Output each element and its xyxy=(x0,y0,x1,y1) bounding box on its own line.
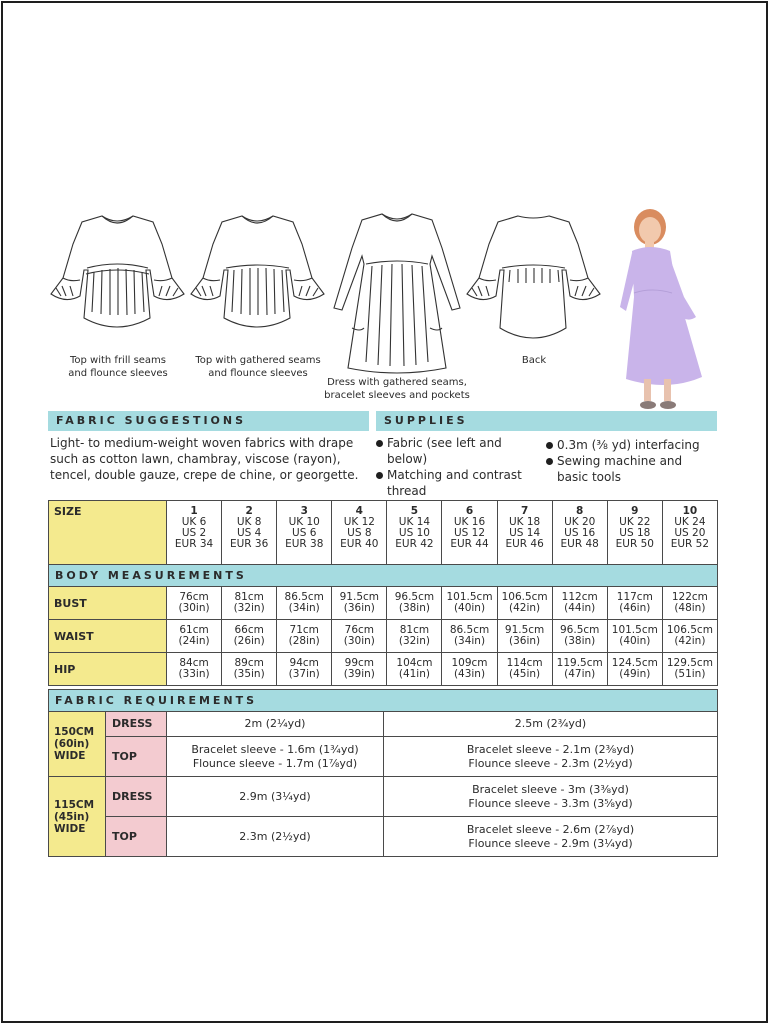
size-column-2: 2 UK 8 US 4 EUR 36 xyxy=(222,501,277,565)
garment-back xyxy=(466,208,601,366)
fabric-amount-cell: Bracelet sleeve - 1.6m (1¾yd) Flounce sleeve - 1.7m (1⅞yd) xyxy=(167,737,384,777)
size-column-8: 8 UK 20 US 16 EUR 48 xyxy=(552,501,607,565)
measurement-cell: 76cm (30in) xyxy=(167,587,222,620)
measurement-cell: 109cm (43in) xyxy=(442,653,497,686)
fabric-amount-cell: Bracelet sleeve - 2.6m (2⅞yd) Flounce sleeve - 2.9m (3¼yd) xyxy=(384,817,718,857)
fabric-amount-cell: Bracelet sleeve - 3m (3⅜yd) Flounce sleeve - 3.3m (3⅝yd) xyxy=(384,777,718,817)
measurement-cell: 61cm (24in) xyxy=(167,620,222,653)
supplies-list-right xyxy=(546,437,716,485)
measurement-cell: 114cm (45in) xyxy=(497,653,552,686)
measurement-cell: 101.5cm (40in) xyxy=(607,620,662,653)
measurement-cell: 104cm (41in) xyxy=(387,653,442,686)
caption-dress: Dress with gathered seams, bracelet sleeves and pockets xyxy=(324,377,470,401)
fabric-amount-cell: 2m (2¼yd) xyxy=(167,712,384,737)
measurement-cell: 86.5cm (34in) xyxy=(277,587,332,620)
garment-type-label: TOP xyxy=(106,817,167,857)
size-column-10: 10 UK 24 US 20 EUR 52 xyxy=(662,501,717,565)
supplies-title: SUPPLIES xyxy=(376,411,717,431)
top-gathered-drawing xyxy=(190,208,325,348)
fabric-suggestions-title: FABRIC SUGGESTIONS xyxy=(48,411,369,431)
measurement-cell: 66cm (26in) xyxy=(222,620,277,653)
size-label: SIZE xyxy=(49,501,167,565)
garment-type-label: TOP xyxy=(106,737,167,777)
measurement-label-hip: HIP xyxy=(49,653,167,686)
measurement-cell: 94cm (37in) xyxy=(277,653,332,686)
measurement-cell: 129.5cm (51in) xyxy=(662,653,717,686)
caption-top-frill: Top with frill seams and flounce sleeves xyxy=(68,355,168,379)
model-photo xyxy=(612,207,712,412)
back-drawing xyxy=(466,208,601,348)
measurement-cell: 86.5cm (34in) xyxy=(442,620,497,653)
fabric-amount-cell: 2.9m (3¼yd) xyxy=(167,777,384,817)
measurement-cell: 91.5cm (36in) xyxy=(332,587,387,620)
size-column-5: 5 UK 14 US 10 EUR 42 xyxy=(387,501,442,565)
fabric-amount-cell: Bracelet sleeve - 2.1m (2⅜yd) Flounce sleeve - 2.3m (2½yd) xyxy=(384,737,718,777)
measurement-cell: 101.5cm (40in) xyxy=(442,587,497,620)
measurement-cell: 84cm (33in) xyxy=(167,653,222,686)
body-measurements-title: BODY MEASUREMENTS xyxy=(49,565,718,587)
measurement-label-waist: WAIST xyxy=(49,620,167,653)
supply-item: Fabric (see left and below) xyxy=(376,435,541,467)
measurement-cell: 71cm (28in) xyxy=(277,620,332,653)
measurement-cell: 81cm (32in) xyxy=(222,587,277,620)
fabric-width-label: 115CM (45in) WIDE xyxy=(49,777,106,857)
measurement-cell: 124.5cm (49in) xyxy=(607,653,662,686)
measurement-cell: 122cm (48in) xyxy=(662,587,717,620)
supply-item: 0.3m (⅜ yd) interfacing xyxy=(546,437,716,453)
supplies-list-left xyxy=(376,435,541,499)
top-frill-drawing xyxy=(50,208,185,348)
measurement-cell: 91.5cm (36in) xyxy=(497,620,552,653)
fabric-amount-cell: 2.5m (2¾yd) xyxy=(384,712,718,737)
supply-item: Sewing machine and basic tools xyxy=(546,453,716,485)
garment-dress xyxy=(324,208,470,401)
measurement-cell: 106.5cm (42in) xyxy=(497,587,552,620)
measurement-cell: 99cm (39in) xyxy=(332,653,387,686)
fabric-width-label: 150CM (60in) WIDE xyxy=(49,712,106,777)
fabric-requirements-title: FABRIC REQUIREMENTS xyxy=(49,690,718,712)
measurement-cell: 106.5cm (42in) xyxy=(662,620,717,653)
measurement-label-bust: BUST xyxy=(49,587,167,620)
measurement-cell: 96.5cm (38in) xyxy=(387,587,442,620)
measurement-cell: 119.5cm (47in) xyxy=(552,653,607,686)
garment-type-label: DRESS xyxy=(106,777,167,817)
fabric-suggestions-text: Light- to medium-weight woven fabrics with drape such as cotton lawn, chambray, viscose (rayon), tencel, double gauze, crepe de chine, or georgette. xyxy=(50,436,359,482)
measurement-cell: 96.5cm (38in) xyxy=(552,620,607,653)
garment-top-gathered xyxy=(190,208,325,379)
dress-drawing xyxy=(328,208,466,378)
garment-type-label: DRESS xyxy=(106,712,167,737)
garment-top-frill xyxy=(50,208,185,379)
size-column-4: 4 UK 12 US 8 EUR 40 xyxy=(332,501,387,565)
size-column-3: 3 UK 10 US 6 EUR 38 xyxy=(277,501,332,565)
size-column-1: 1 UK 6 US 2 EUR 34 xyxy=(167,501,222,565)
measurement-cell: 117cm (46in) xyxy=(607,587,662,620)
size-column-7: 7 UK 18 US 14 EUR 46 xyxy=(497,501,552,565)
caption-top-gathered: Top with gathered seams and flounce sleeves xyxy=(195,355,321,379)
size-column-6: 6 UK 16 US 12 EUR 44 xyxy=(442,501,497,565)
size-column-9: 9 UK 22 US 18 EUR 50 xyxy=(607,501,662,565)
measurement-cell: 81cm (32in) xyxy=(387,620,442,653)
supply-item: Matching and contrast thread xyxy=(376,467,541,499)
measurement-cell: 76cm (30in) xyxy=(332,620,387,653)
caption-back: Back xyxy=(521,355,547,366)
measurement-cell: 89cm (35in) xyxy=(222,653,277,686)
fabric-requirements-table xyxy=(48,689,718,857)
size-table xyxy=(48,500,718,686)
fabric-amount-cell: 2.3m (2½yd) xyxy=(167,817,384,857)
measurement-cell: 112cm (44in) xyxy=(552,587,607,620)
